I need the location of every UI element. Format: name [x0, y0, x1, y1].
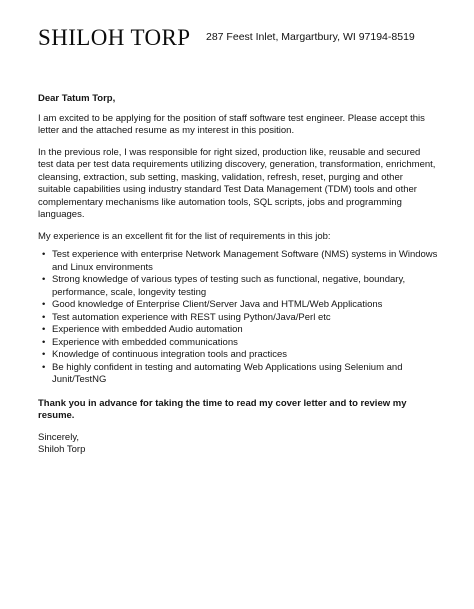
- list-item: [38, 349, 438, 362]
- bullet-icon: •: [42, 349, 46, 360]
- list-item: [38, 362, 438, 387]
- bullet-icon: •: [42, 274, 46, 285]
- list-item: [38, 337, 438, 350]
- applicant-name: SHILOH TORP: [38, 25, 191, 50]
- greeting: Dear Tatum Torp,: [38, 93, 116, 104]
- bullet-icon: •: [42, 299, 46, 310]
- list-item-text: Strong knowledge of various types of testing such as functional, negative, boundary, performance, scale, longevity testing: [52, 274, 406, 298]
- list-item: [38, 324, 438, 337]
- list-item-text: Be highly confident in testing and automating Web Applications using Selenium and Junit/TestNG: [52, 361, 403, 385]
- requirements-list: [38, 249, 438, 387]
- list-item: [38, 249, 438, 274]
- applicant-address: 287 Feest Inlet, Margartbury, WI 97194-8519: [206, 31, 415, 43]
- list-item-text: Test automation experience with REST using Python/Java/Perl etc: [52, 311, 331, 323]
- closing: Sincerely,: [38, 431, 80, 443]
- list-item: [38, 274, 438, 299]
- list-item: [38, 299, 438, 312]
- letter-header: [38, 26, 458, 50]
- intro-paragraph: I am excited to be applying for the position of staff software test engineer. Please accept this letter and the attached resume as my interest in this position.: [38, 112, 425, 136]
- letter-body: [38, 93, 438, 457]
- bullet-icon: •: [42, 324, 46, 335]
- experience-paragraph: In the previous role, I was responsible for right sized, production like, reusable and secured test data per test data requirements utilizing discovery, generation, transformation, enrichment, cleansing, extraction, sub setting, masking, validation, refresh, reset, purging and other suitable capabilities using industry standard Test Data Management (TDM) tools and other complementary mechanisms like automation tools, SQL scripts, jobs and programming languages.: [38, 146, 436, 220]
- bullet-icon: •: [42, 249, 46, 260]
- requirements-intro: My experience is an excellent fit for the list of requirements in this job:: [38, 230, 331, 242]
- thank-you-line: Thank you in advance for taking the time to read my cover letter and to review my resume.: [38, 397, 407, 421]
- list-item-text: Knowledge of continuous integration tools and practices: [52, 349, 288, 360]
- list-item-text: Experience with embedded Audio automation: [52, 324, 243, 335]
- list-item: [38, 312, 438, 325]
- bullet-icon: •: [42, 336, 46, 348]
- bullet-icon: •: [42, 311, 46, 323]
- list-item-text: Test experience with enterprise Network Management Software (NMS) systems in Windows and Linux environments: [52, 249, 438, 273]
- list-item-text: Good knowledge of Enterprise Client/Server Java and HTML/Web Applications: [52, 299, 383, 310]
- list-item-text: Experience with embedded communications: [52, 336, 238, 348]
- bullet-icon: •: [42, 361, 46, 373]
- signature-name: Shiloh Torp: [38, 444, 86, 455]
